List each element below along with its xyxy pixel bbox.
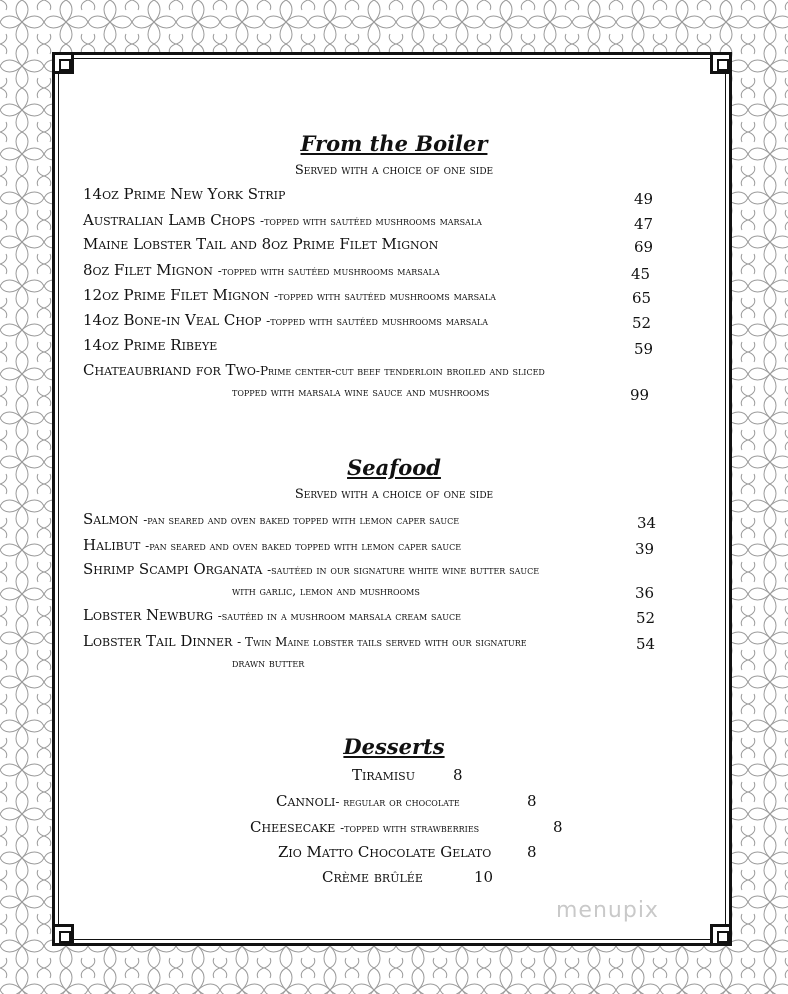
- item-name: Australian Lamb Chops: [83, 211, 256, 229]
- dessert-item: [322, 868, 423, 886]
- item-price: 69: [634, 238, 654, 256]
- dessert-item: [250, 818, 479, 836]
- item-name: Salmon: [83, 510, 139, 528]
- item-price: 8: [527, 843, 537, 861]
- menu-item: [83, 211, 482, 229]
- item-price: 8: [453, 766, 463, 784]
- item-description: -topped with sautéed mushrooms marsala: [266, 314, 489, 328]
- item-description-continued: topped with marsala wine sauce and mushrooms: [232, 385, 490, 399]
- menu-item: [83, 336, 217, 354]
- item-description-continued: drawn butter: [232, 656, 305, 670]
- section-subtitle-seafood: Served with a choice of one side: [294, 487, 494, 502]
- item-price: 54: [636, 635, 656, 653]
- menu-item: [83, 536, 461, 554]
- item-name: Tiramisu: [352, 766, 415, 784]
- item-price: 49: [634, 190, 654, 208]
- item-description: -topped with strawberries: [340, 821, 480, 835]
- item-description: -topped with sautéed mushrooms marsala: [260, 214, 482, 228]
- item-name: Maine Lobster Tail and 8oz Prime Filet Mignon: [83, 235, 439, 253]
- dessert-item: [278, 843, 491, 861]
- menu-item: [83, 235, 438, 253]
- menu-item: [83, 510, 459, 528]
- item-description: -sautéed in our signature white wine butter sauce: [267, 563, 540, 577]
- menu-item: [83, 286, 496, 304]
- dessert-item: [276, 792, 460, 810]
- item-name: Zio Matto Chocolate Gelato: [278, 843, 492, 861]
- watermark-logo: menupix: [556, 898, 659, 923]
- item-description: -topped with sautéed mushrooms marsala: [274, 289, 496, 303]
- item-price: 39: [635, 540, 655, 558]
- item-price: 65: [632, 289, 652, 307]
- menu-item: [83, 261, 440, 279]
- item-description: -pan seared and oven baked topped with lemon caper sauce: [143, 513, 460, 527]
- item-description: - Twin Maine lobster tails served with our signature: [237, 635, 527, 649]
- item-name: 14oz Bone-in Veal Chop: [83, 311, 262, 329]
- item-price: 8: [527, 792, 537, 810]
- section-title-desserts: Desserts: [343, 734, 445, 759]
- item-price: 59: [634, 340, 654, 358]
- item-price: 52: [636, 609, 656, 627]
- menu-item: [83, 361, 545, 379]
- item-price: 10: [474, 868, 494, 886]
- item-price: 99: [630, 386, 650, 404]
- menu-item: [83, 311, 488, 329]
- item-description: - regular or chocolate: [335, 795, 460, 809]
- item-name: 14oz Prime New York Strip: [83, 185, 286, 203]
- item-price: 34: [637, 514, 657, 532]
- item-price: 52: [632, 314, 652, 332]
- item-name: Cheesecake: [250, 818, 336, 836]
- item-name: Chateaubriand for Two: [83, 361, 256, 379]
- item-name: Lobster Newburg: [83, 606, 213, 624]
- section-title-boiler: From the Boiler: [300, 131, 488, 156]
- item-name: Shrimp Scampi Organata: [83, 560, 263, 578]
- item-price: 36: [635, 584, 655, 602]
- item-name: Cannoli: [276, 792, 336, 810]
- menu-item: [83, 632, 527, 650]
- dessert-item: [352, 766, 415, 784]
- section-title-seafood: Seafood: [347, 455, 441, 480]
- item-name: 14oz Prime Ribeye: [83, 336, 218, 354]
- item-price: 8: [553, 818, 563, 836]
- item-description: -topped with sautéed mushrooms marsala: [217, 264, 440, 278]
- item-description: -Prime center-cut beef tenderloin broiled and sliced: [255, 364, 545, 378]
- menu-item: [83, 185, 285, 203]
- item-name: Lobster Tail Dinner: [83, 632, 233, 650]
- section-subtitle-boiler: Served with a choice of one side: [294, 163, 494, 178]
- item-description-continued: with garlic, lemon and mushrooms: [232, 584, 420, 598]
- item-name: Crème brûlée: [322, 868, 423, 886]
- item-price: 45: [631, 265, 651, 283]
- item-name: 12oz Prime Filet Mignon: [83, 286, 270, 304]
- menu-item: [83, 606, 461, 624]
- item-price: 47: [634, 215, 654, 233]
- item-description: -pan seared and oven baked topped with lemon caper sauce: [145, 539, 462, 553]
- item-description: -sautéed in a mushroom marsala cream sauce: [217, 609, 461, 623]
- menu-item: [83, 560, 539, 578]
- item-name: Halibut: [83, 536, 141, 554]
- item-name: 8oz Filet Mignon: [83, 261, 213, 279]
